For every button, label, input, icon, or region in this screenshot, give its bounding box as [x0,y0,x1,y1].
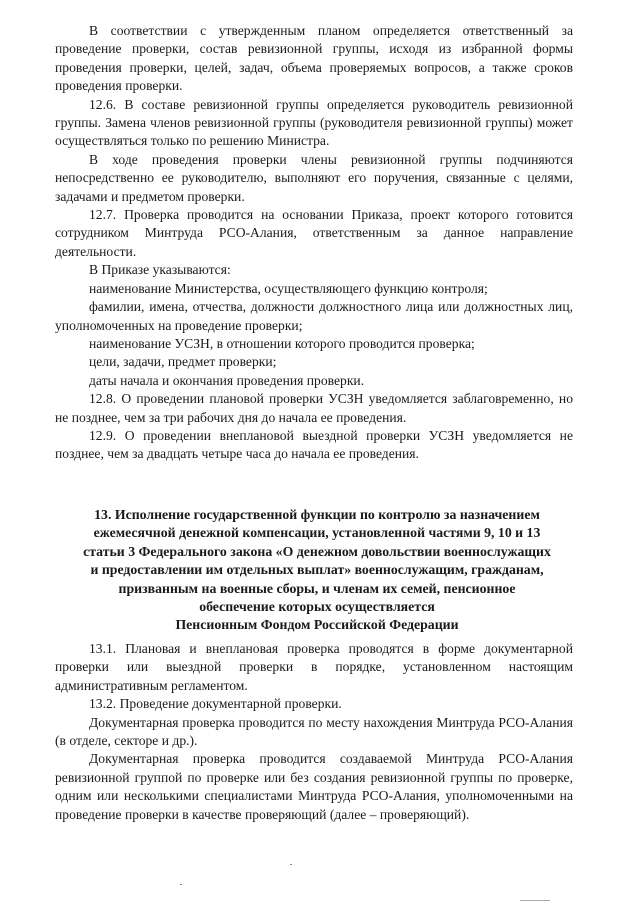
paragraph-doc-place: Документарная проверка проводится по месту нахождения Минтруда РСО-Алания (в отделе, секторе и др.). [55,714,573,749]
heading-line: обеспечение которых осуществляется [199,599,435,615]
heading-line: статьи 3 Федерального закона «О денежном довольствии военнослужащих [83,543,551,559]
section-13-heading [62,506,572,635]
order-item: наименование Министерства, осуществляющего функцию контроля; [89,280,488,296]
heading-line: Пенсионным Фондом Российской Федерации [175,617,459,633]
order-item: наименование УСЗН, в отношении которого проводится проверка; [89,335,475,351]
paragraph-13-2: 13.2. Проведение документарной проверки. [89,696,342,712]
section-13-body [55,640,573,824]
paragraph-order-intro: В Приказе указываются: [89,262,231,278]
heading-line: ежемесячной денежной компенсации, установленной частями 9, 10 и 13 [93,525,541,541]
paragraph-13-1: 13.1. Плановая и внеплановая проверка проводятся в форме документарной проверки или выездной проверки в порядке, установленном настоящим административным регламентом. [55,641,573,693]
scan-speck [290,864,292,865]
section-12-body [55,22,573,464]
scan-speck [520,900,550,901]
paragraph-doc-group: Документарная проверка проводится создаваемой Минтруда РСО-Алания ревизионной группой по проверке или без создания ревизионной группы по проверке, одним или несколькими специалистами Минтруда РСО-Алания, уполномоченными на проведение проверки в качестве проверяющий (далее – проверяющий). [55,751,573,822]
paragraph-12-8: 12.8. О проведении плановой проверки УСЗН уведомляется заблаговременно, но не позднее, чем за три рабочих дня до начала ее проведения. [55,391,573,425]
scan-speck [180,884,182,885]
order-item: фамилии, имена, отчества, должности должностного лица или должностных лиц, уполномоченных на проведение проверки; [55,299,573,333]
paragraph-12-7: 12.7. Проверка проводится на основании Приказа, проект которого готовится сотрудником Минтруда РСО-Алания, ответственным за данное направление деятельности. [55,207,573,259]
order-item: даты начала и окончания проведения проверки. [89,372,365,388]
heading-line: и предоставлении им отдельных выплат» военнослужащим, гражданам, [90,562,544,578]
order-item: цели, задачи, предмет проверки; [89,354,277,370]
heading-line: призванным на военные сборы, и членам их семей, пенсионное [118,580,516,596]
paragraph-group-members: В ходе проведения проверки члены ревизионной группы подчиняются непосредственно ее руководителю, выполняют его поручения, связанные с целями, задачами и предметом проверки. [55,151,573,204]
paragraph-12-6: 12.6. В составе ревизионной группы определяется руководитель ревизионной группы. Замена членов ревизионной группы (руководителя ревизионной группы) может осуществляться только по решению Министра. [55,96,573,149]
paragraph-12-9: 12.9. О проведении внеплановой выездной проверки УСЗН уведомляется не позднее, чем за двадцать четыре часа до начала ее проведения. [55,427,573,462]
paragraph-responsible: В соответствии с утвержденным планом определяется ответственный за проведение проверки, состав ревизионной группы, исходя из избранной формы проведения проверки, целей, задач, объема проверяемых вопросов, а также сроков проведения проверки. [55,23,573,94]
heading-line: 13. Исполнение государственной функции по контролю за назначением [94,507,540,522]
